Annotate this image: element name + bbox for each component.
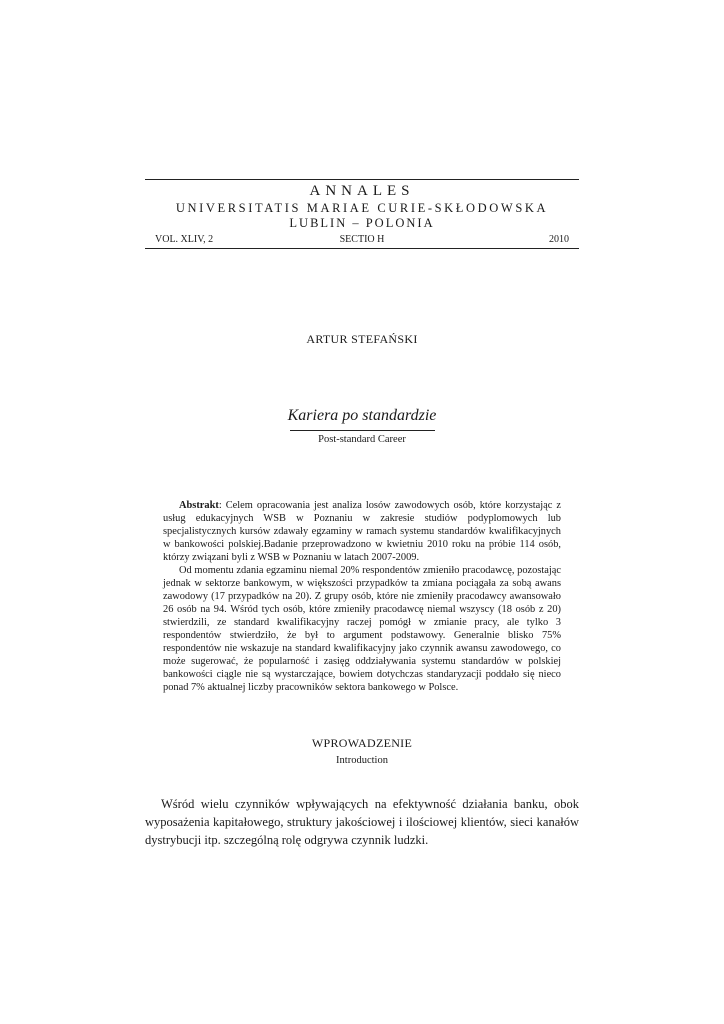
section-subheading: Introduction [336,755,388,766]
article-subtitle: Post-standard Career [318,434,406,445]
section-heading: WPROWADZENIE [311,736,413,750]
abstract-label: Abstrakt [179,500,219,511]
section-label: SECTIO H [339,234,385,245]
university-name: UNIVERSITATIS MARIAE CURIE-SKŁODOWSKA [175,201,549,215]
abstract-text-1: : Celem opracowania jest analiza losów zawodowych osób, które korzystając z usług edukacyjnych WSB w Poznaniu w zakresie studiów podyplomowych lub specjalistycznych kursów zdawały egzaminy w ramach systemu standardów kwalifikacyjnych w bankowości polskiej.Badanie przeprowadzono w kwietniu 2010 roku na próbie 114 osób, którzy związani byli z WSB w Poznaniu w latach 2007-2009. [163,500,561,563]
article-title: Kariera po standardzie [287,407,437,424]
abstract-paragraph-1 [163,499,561,564]
header-top-rule [145,179,579,180]
city-line: LUBLIN – POLONIA [289,216,435,230]
volume-label: VOL. XLIV, 2 [155,234,214,245]
body-paragraph-1: Wśród wielu czynników wpływających na efektywność działania banku, obok wyposażenia kapitałowego, struktury jakościowej i ilościowej klientów, sieci kanałów dystrybucji itp. szczególną rolę odgrywa czynnik ludzki. [145,797,579,847]
author-name: ARTUR STEFAŃSKI [306,332,418,346]
journal-name: ANNALES [309,183,415,199]
abstract [163,499,561,694]
body-text [145,795,579,849]
header-bottom-rule [145,248,579,249]
year-label: 2010 [549,234,569,245]
title-underline [290,430,435,431]
abstract-paragraph-2: Od momentu zdania egzaminu niemal 20% respondentów zmieniło pracodawcę, pozostając jednak w sektorze bankowym, w większości przypadków ta zmiana pociągała za sobą awans zawodowy (17 przypadków na 20). Z grupy osób, które nie zmieniły pracodawcy awansowało 26 osób na 94. Wśród tych osób, które zmieniły pracodawcę niemal wszyscy (18 osób z 20) stwierdzili, ze standard kwalifikacyjny raczej pomógł w zmianie pracy, ale tylko 3 respondentów stwierdziło, że był to argument podstawowy. Generalnie blisko 75% respondentów nie wskazuje na standard kwalifikacyjny jako czynnik awansu zawodowego, co może sugerować, że popularność i zasięg oddziaływania systemu standardów w polskiej bankowości ciągle nie są wystarczające, bowiem dotychczas standaryzacji poddało się nieco ponad 7% aktualnej liczby pracowników sektora bankowego w Polsce. [163,565,561,693]
